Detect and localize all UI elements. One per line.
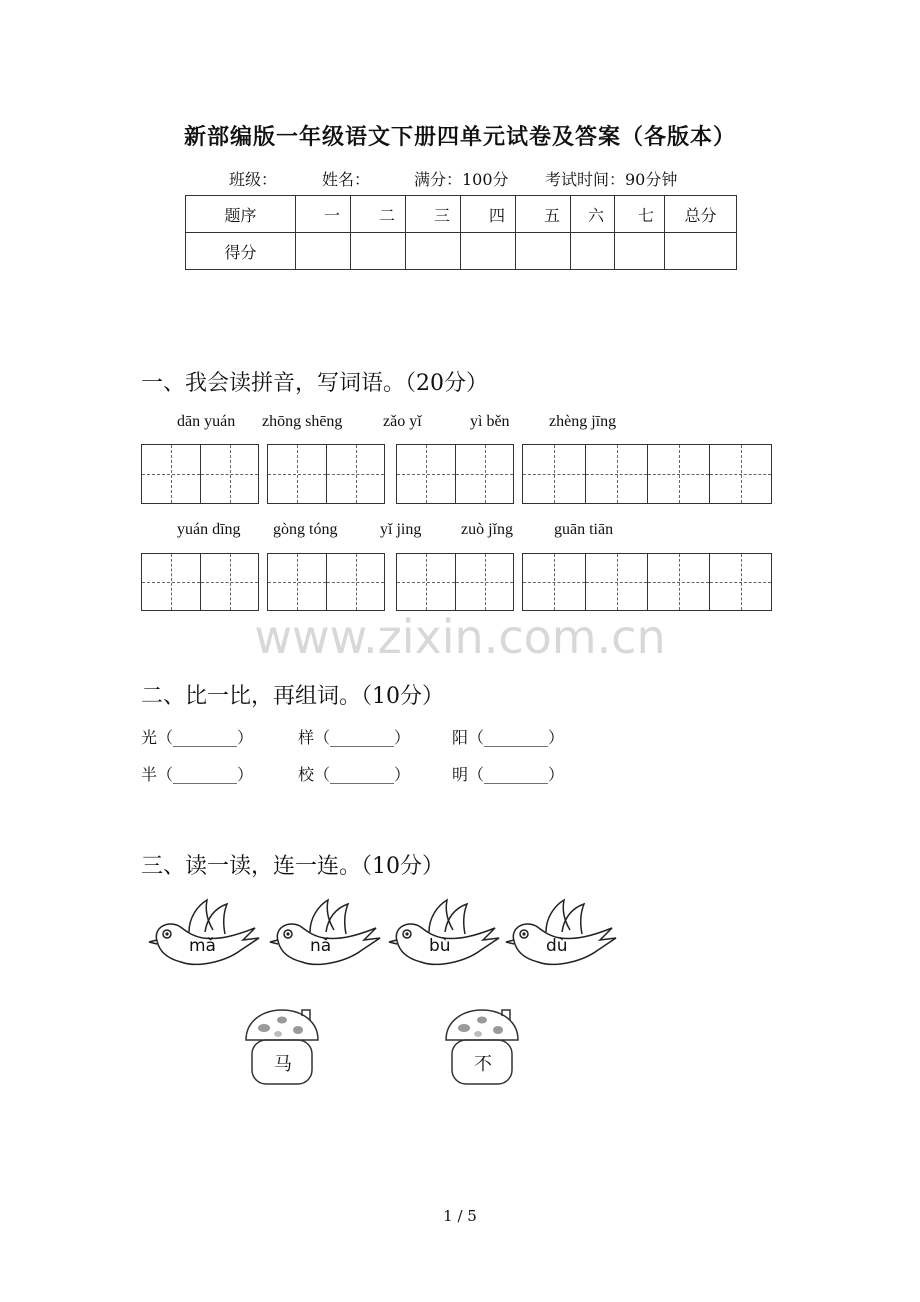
name-label: 姓名： bbox=[322, 170, 371, 189]
score-cell[interactable] bbox=[665, 233, 737, 270]
writing-grid[interactable] bbox=[267, 553, 385, 611]
section1-heading: 一、我会读拼音，写词语。（20分） bbox=[141, 371, 488, 396]
score-cell[interactable] bbox=[615, 233, 665, 270]
section2-heading: 二、比一比，再组词。（10分） bbox=[141, 684, 444, 709]
pinyin-label: gòng tóng bbox=[273, 521, 338, 538]
score-table-score-label: 得分 bbox=[186, 233, 296, 270]
score-cell[interactable] bbox=[571, 233, 615, 270]
page-number: 1 / 5 bbox=[443, 1207, 477, 1225]
pinyin-label: guān tiān bbox=[554, 521, 614, 538]
mushroom-character: 不 bbox=[474, 1054, 492, 1075]
score-table-col-3: 三 bbox=[406, 196, 461, 233]
pinyin-label: yǐ jing bbox=[380, 521, 422, 538]
pinyin-label: yì běn bbox=[470, 413, 510, 430]
document-title: 新部编版一年级语文下册四单元试卷及答案（各版本） bbox=[183, 124, 736, 150]
writing-grid[interactable] bbox=[396, 553, 514, 611]
score-table-header-label: 题序 bbox=[186, 196, 296, 233]
bird-icon bbox=[266, 896, 386, 974]
bird-icon bbox=[502, 896, 622, 974]
full-score-label: 满分：100分 bbox=[414, 170, 509, 189]
writing-grid[interactable] bbox=[396, 444, 514, 504]
writing-grid[interactable] bbox=[522, 553, 772, 611]
score-table-score-row bbox=[186, 233, 737, 270]
bird-card[interactable] bbox=[145, 896, 265, 974]
compare-item[interactable]: 校（________） bbox=[298, 765, 411, 784]
bird-card[interactable] bbox=[385, 896, 505, 974]
class-label: 班级： bbox=[229, 170, 278, 189]
score-table-col-6: 六 bbox=[571, 196, 615, 233]
watermark: www.zixin.com.cn bbox=[254, 610, 666, 664]
bird-icon bbox=[145, 896, 265, 974]
compare-item[interactable]: 阳（________） bbox=[452, 728, 565, 747]
bird-pinyin: nǎ bbox=[310, 936, 332, 956]
writing-grid[interactable] bbox=[141, 553, 259, 611]
pinyin-label: zhèng jīng bbox=[549, 413, 617, 430]
compare-item[interactable]: 光（________） bbox=[141, 728, 254, 747]
writing-grid[interactable] bbox=[141, 444, 259, 504]
mushroom-card[interactable] bbox=[442, 1006, 522, 1088]
compare-item[interactable]: 明（________） bbox=[452, 765, 565, 784]
pinyin-label: yuán dīng bbox=[177, 521, 241, 538]
writing-grid[interactable] bbox=[267, 444, 385, 504]
pinyin-label: zuò jǐng bbox=[461, 521, 513, 538]
score-cell[interactable] bbox=[351, 233, 406, 270]
score-table-col-4: 四 bbox=[461, 196, 516, 233]
score-table-total: 总分 bbox=[665, 196, 737, 233]
mushroom-card[interactable] bbox=[242, 1006, 322, 1088]
score-cell[interactable] bbox=[406, 233, 461, 270]
score-cell[interactable] bbox=[516, 233, 571, 270]
exam-time-label: 考试时间：90分钟 bbox=[545, 170, 678, 189]
score-table-col-5: 五 bbox=[516, 196, 571, 233]
compare-item[interactable]: 样（________） bbox=[298, 728, 411, 747]
pinyin-label: zhōng shēng bbox=[262, 413, 343, 430]
bird-card[interactable] bbox=[502, 896, 622, 974]
pinyin-label: zǎo yǐ bbox=[383, 413, 422, 430]
score-table-header-row bbox=[186, 196, 737, 233]
score-table-col-2: 二 bbox=[351, 196, 406, 233]
score-cell[interactable] bbox=[296, 233, 351, 270]
score-table-col-7: 七 bbox=[615, 196, 665, 233]
bird-icon bbox=[385, 896, 505, 974]
score-cell[interactable] bbox=[461, 233, 516, 270]
bird-pinyin: dù bbox=[546, 936, 568, 956]
pinyin-label: dān yuán bbox=[177, 413, 236, 430]
score-table-col-1: 一 bbox=[296, 196, 351, 233]
mushroom-character: 马 bbox=[274, 1054, 292, 1075]
bird-pinyin: mǎ bbox=[189, 936, 216, 956]
compare-item[interactable]: 半（________） bbox=[141, 765, 254, 784]
score-table bbox=[185, 195, 737, 270]
section3-heading: 三、读一读，连一连。（10分） bbox=[141, 854, 444, 879]
bird-card[interactable] bbox=[266, 896, 386, 974]
bird-pinyin: bù bbox=[429, 936, 451, 956]
writing-grid[interactable] bbox=[522, 444, 772, 504]
